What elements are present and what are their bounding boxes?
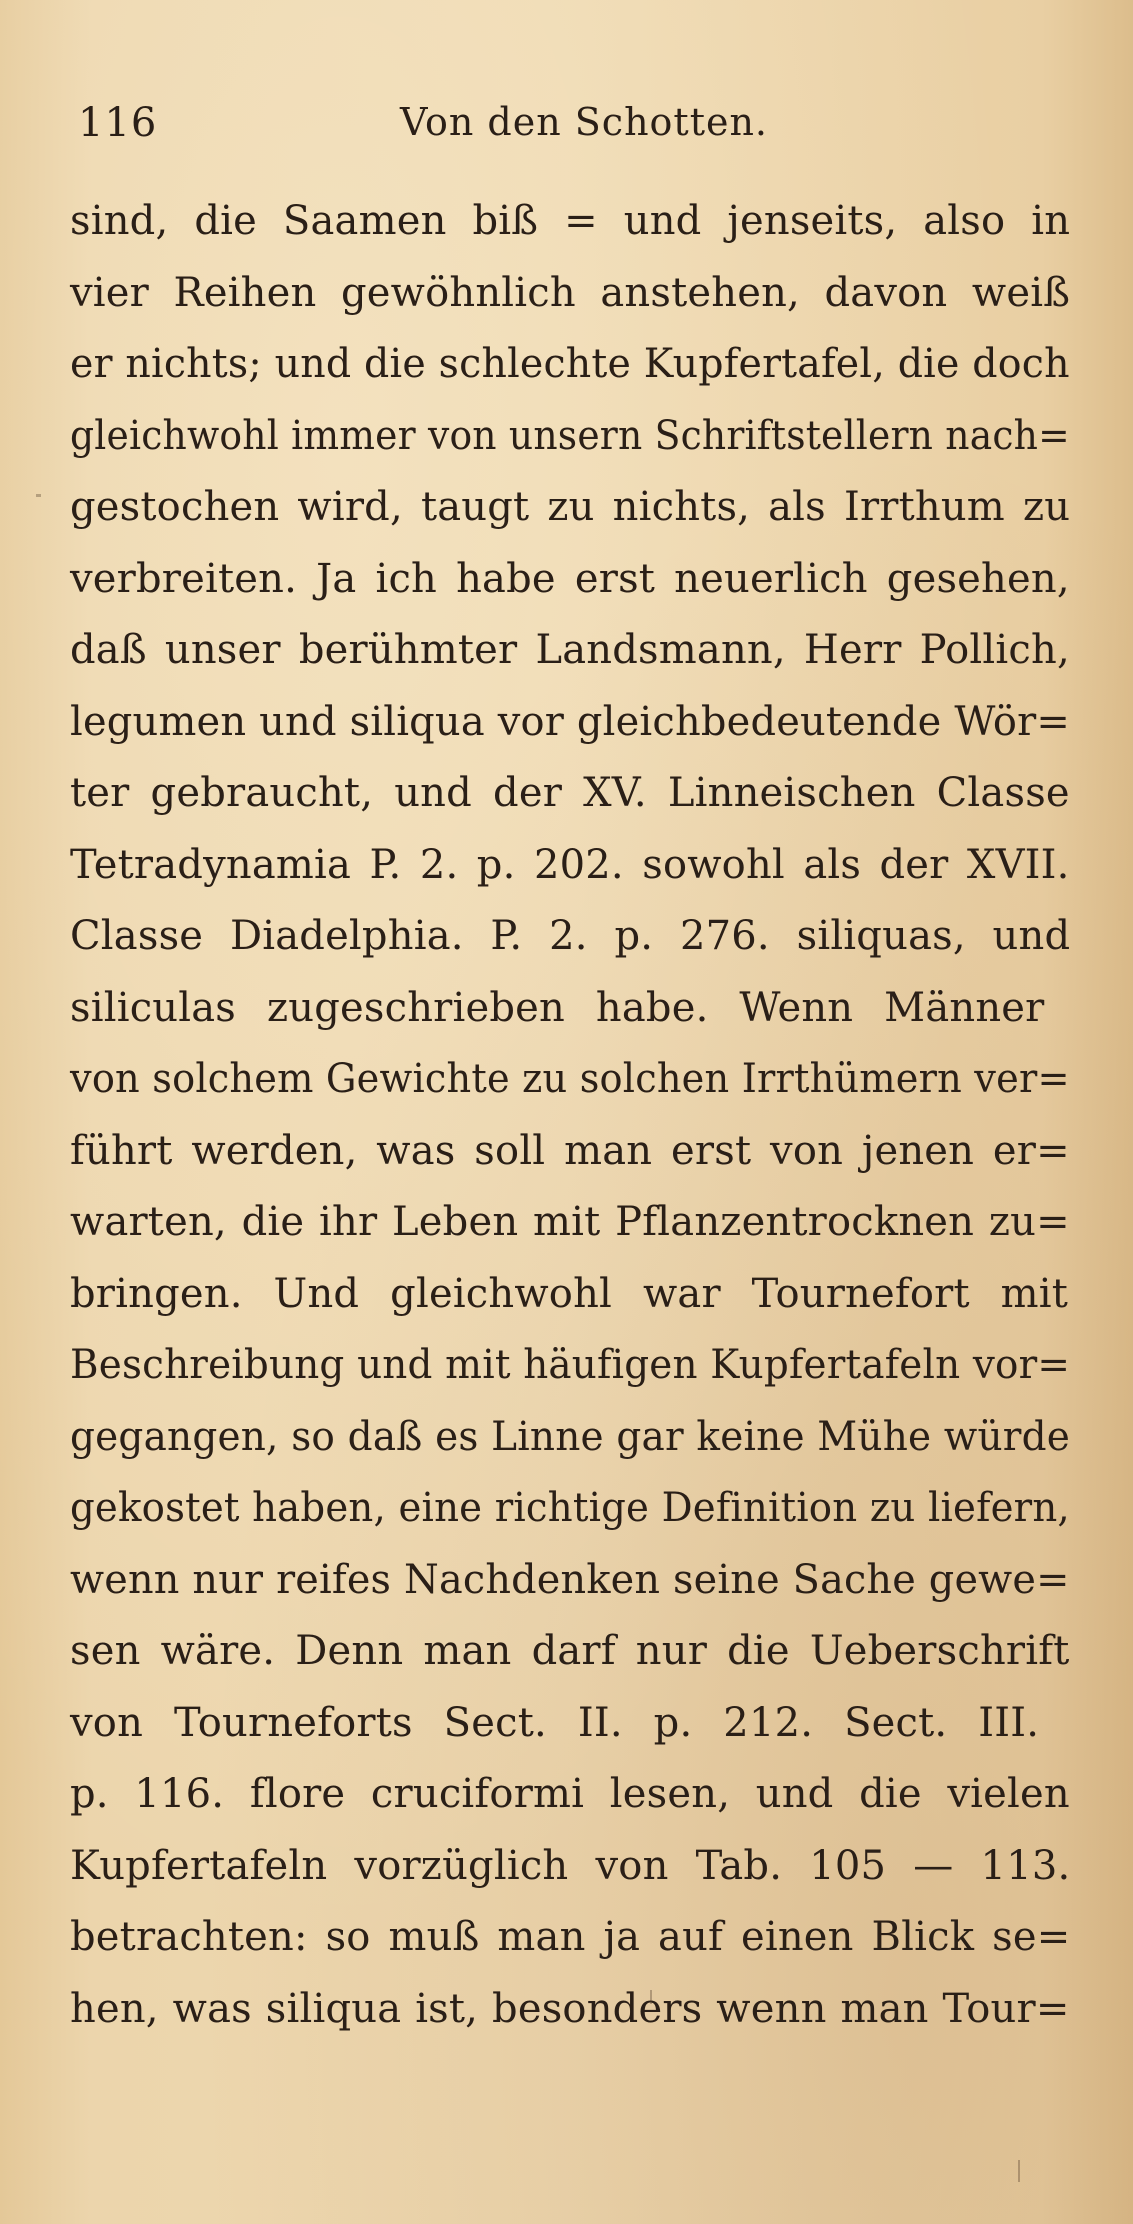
text-line: gleichwohl immer von unsern Schriftstellern nach= — [70, 412, 1070, 459]
text-line: Classe Diadelphia. P. 2. p. 276. siliquas, und — [70, 913, 1071, 959]
text-line: Kupfertafeln vorzüglich von Tab. 105 — 113. — [70, 1842, 1071, 1889]
text-line: ter gebraucht, und der XV. Linneischen Classe — [70, 770, 1070, 816]
body-text — [70, 186, 1080, 2045]
running-title: Von den Schotten. — [400, 100, 768, 144]
text-line: gegangen, so daß es Linne gar keine Mühe würde — [70, 1413, 1071, 1460]
text-line: hen, was siliqua ist, besonders wenn man Tour= — [70, 1985, 1070, 2032]
text-line: sen wäre. Denn man darf nur die Ueberschrift — [70, 1628, 1070, 1674]
text-line: Tetradynamia P. 2. p. 202. sowohl als der XVII. — [70, 841, 1070, 888]
text-line: legumen und siliqua vor gleichbedeutende Wör= — [70, 698, 1071, 745]
text-line: er nichts; und die schlechte Kupfertafel, die doch — [70, 341, 1070, 387]
text-line: verbreiten. Ja ich habe erst neuerlich gesehen, — [70, 555, 1070, 602]
text-line: gestochen wird, taugt zu nichts, als Irrthum zu — [70, 484, 1071, 530]
text-line: warten, die ihr Leben mit Pflanzentrocknen zu= — [70, 1199, 1070, 1245]
text-line: sind, die Saamen biß = und jenseits, also in — [70, 198, 1071, 244]
text-line: von Tourneforts Sect. II. p. 212. Sect. III. — [70, 1699, 1040, 1746]
text-line: von solchem Gewichte zu solchen Irrthümern ver= — [70, 1056, 1070, 1102]
text-line: siliculas zugeschrieben habe. Wenn Männer — [70, 984, 1045, 1031]
page-header — [78, 100, 1078, 160]
text-line: Beschreibung und mit häufigen Kupfertafeln vor= — [70, 1342, 1071, 1388]
text-line: wenn nur reifes Nachdenken seine Sache gewe= — [70, 1556, 1070, 1603]
text-line: bringen. Und gleichwohl war Tournefort mit — [70, 1270, 1069, 1317]
page-number: 116 — [78, 100, 158, 146]
paper-speck — [650, 1990, 652, 2004]
text-line: betrachten: so muß man ja auf einen Blick se= — [70, 1914, 1071, 1960]
text-line: vier Reihen gewöhnlich anstehen, davon weiß — [70, 269, 1071, 316]
paper-speck — [36, 494, 41, 497]
text-line: führt werden, was soll man erst von jenen er= — [70, 1127, 1070, 1174]
text-line: p. 116. flore cruciformi lesen, und die vielen — [70, 1771, 1070, 1817]
paper-speck — [1018, 2160, 1020, 2182]
text-line: gekostet haben, eine richtige Definition zu liefern, — [70, 1485, 1070, 1531]
text-line: daß unser berühmter Landsmann, Herr Pollich, — [70, 627, 1070, 673]
